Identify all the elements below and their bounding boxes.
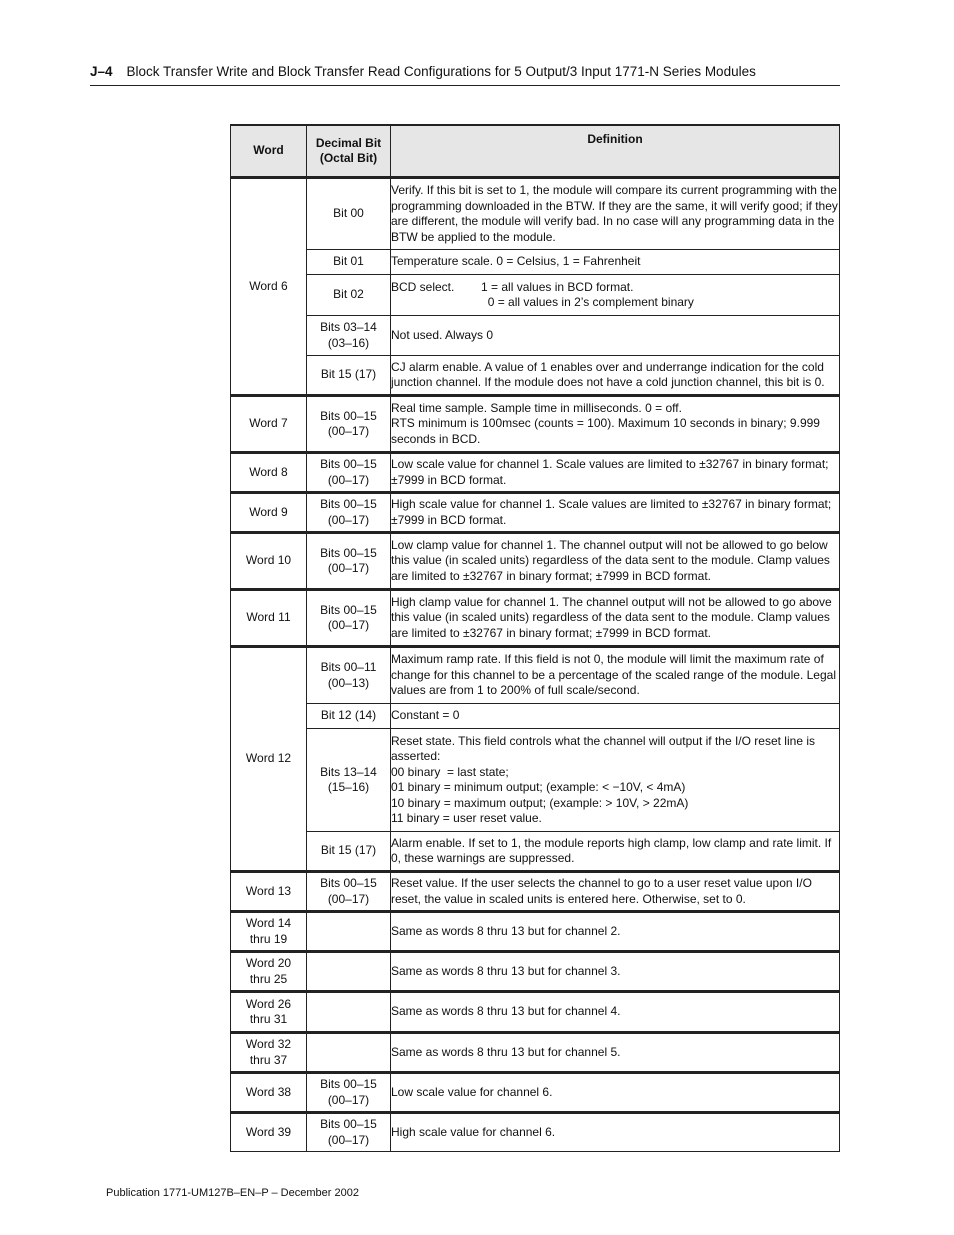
page-number: J–4 <box>90 64 113 79</box>
definition-cell <box>391 912 840 952</box>
bit-cell: Bit 00 <box>307 178 391 250</box>
column-header-bit: Decimal Bit (Octal Bit) <box>307 125 391 178</box>
bit-cell: Bits 00–11 (00–13) <box>307 647 391 704</box>
table-row <box>231 453 840 493</box>
word-cell: Word 14 thru 19 <box>231 912 307 952</box>
page-title: Block Transfer Write and Block Transfer Read Configurations for 5 Output/3 Input 1771-N Series Modules <box>126 64 756 79</box>
column-header-word: Word <box>231 125 307 178</box>
definition-cell <box>391 356 840 396</box>
definition-cell <box>391 178 840 250</box>
table-row <box>231 704 840 729</box>
definition-text: CJ alarm enable. A value of 1 enables over and underrange indication for the cold junction channel. If the module does not have a cold junction channel, this bit is 0. <box>391 359 828 389</box>
table-row <box>231 992 840 1033</box>
definition-cell <box>391 453 840 493</box>
definition-cell <box>391 872 840 912</box>
bit-cell <box>307 912 391 952</box>
table-row <box>231 952 840 992</box>
word-cell: Word 10 <box>231 533 307 590</box>
definition-text: High clamp value for channel 1. The channel output will not be allowed to go above this value (in scaled units) regardless of the data sent to the module. Clamp values are limited to ±32767 in binary format; ±7999 in BCD format. <box>391 594 836 640</box>
definition-text: Same as words 8 thru 13 but for channel 3. <box>391 963 621 978</box>
bit-cell: Bits 00–15 (00–17) <box>307 1073 391 1113</box>
bit-cell: Bits 00–15 (00–17) <box>307 453 391 493</box>
definition-text: Maximum ramp rate. If this field is not 0, the module will limit the maximum rate of change for this channel to be a percentage of the scaled range of the module. Legal values are from 1 to 200% of full scale/second. <box>391 652 840 698</box>
table-header-row <box>231 125 840 178</box>
definition-cell <box>391 316 840 356</box>
bit-cell: Bits 00–15 (00–17) <box>307 590 391 647</box>
bit-cell: Bits 00–15 (00–17) <box>307 493 391 533</box>
definition-text: Real time sample. Sample time in milliseconds. 0 = off. RTS minimum is 100msec (counts = 100). Maximum 10 seconds in binary; 9.999 seconds in BCD. <box>391 400 820 446</box>
table-row <box>231 729 840 832</box>
table-row <box>231 356 840 396</box>
word-cell: Word 7 <box>231 396 307 453</box>
word-cell: Word 39 <box>231 1113 307 1152</box>
table-row <box>231 533 840 590</box>
definition-cell <box>391 250 840 275</box>
definition-cell <box>391 590 840 647</box>
definition-cell <box>391 396 840 453</box>
definition-cell <box>391 832 840 872</box>
definition-cell <box>391 1113 840 1152</box>
bit-cell <box>307 1033 391 1073</box>
definition-cell <box>391 729 840 832</box>
bit-cell: Bit 15 (17) <box>307 832 391 872</box>
definition-cell <box>391 493 840 533</box>
definition-text: Same as words 8 thru 13 but for channel 2. <box>391 923 621 938</box>
word-cell: Word 20 thru 25 <box>231 952 307 992</box>
word-cell: Word 38 <box>231 1073 307 1113</box>
definition-text: High scale value for channel 6. <box>391 1124 556 1139</box>
table-row <box>231 872 840 912</box>
table-row <box>231 178 840 250</box>
definition-cell <box>391 533 840 590</box>
configuration-table <box>230 124 840 1152</box>
table-row <box>231 250 840 275</box>
definition-text: Reset state. This field controls what the channel will output if the I/O reset line is asserted: 00 binary = last state; 01 binary = minimum output; (example: < −10V, < 4mA) 10 binary = maximum output; (example: > 10V, > 22mA) 11 binary = user reset value. <box>391 733 815 825</box>
table-row <box>231 493 840 533</box>
definition-text: Low scale value for channel 1. Scale values are limited to ±32767 in binary format; ±7999 in BCD format. <box>391 457 832 487</box>
definition-text: Not used. Always 0 <box>391 327 494 342</box>
header-rule <box>90 85 840 86</box>
bit-cell: Bits 03–14 (03–16) <box>307 316 391 356</box>
bit-cell: Bit 01 <box>307 250 391 275</box>
definition-text: Low scale value for channel 6. <box>391 1084 553 1099</box>
table-row <box>231 832 840 872</box>
word-cell: Word 32 thru 37 <box>231 1033 307 1073</box>
bit-cell <box>307 992 391 1033</box>
definition-cell <box>391 704 840 729</box>
table-body <box>231 178 840 1152</box>
bit-cell: Bit 15 (17) <box>307 356 391 396</box>
definition-text: Low clamp value for channel 1. The channel output will not be allowed to go below this value (in scaled units) regardless of the data sent to the module. Clamp values are limited to ±32767 in binary format; ±7999 in BCD format. <box>391 537 834 583</box>
bit-cell: Bits 00–15 (00–17) <box>307 396 391 453</box>
bit-cell: Bits 00–15 (00–17) <box>307 533 391 590</box>
table-row <box>231 647 840 704</box>
bit-cell <box>307 952 391 992</box>
definition-text: High scale value for channel 1. Scale values are limited to ±32767 in binary format; ±7999 in BCD format. <box>391 497 835 527</box>
definition-text: Same as words 8 thru 13 but for channel 4. <box>391 1004 621 1019</box>
word-cell: Word 9 <box>231 493 307 533</box>
table-row <box>231 1033 840 1073</box>
definition-cell <box>391 992 840 1033</box>
column-header-definition: Definition <box>391 125 840 178</box>
word-cell: Word 6 <box>231 178 307 396</box>
word-cell: Word 13 <box>231 872 307 912</box>
bit-cell: Bit 12 (14) <box>307 704 391 729</box>
definition-text: Constant = 0 <box>391 708 460 723</box>
table-row <box>231 912 840 952</box>
definition-cell <box>391 952 840 992</box>
definition-text: Reset value. If the user selects the channel to go to a user reset value upon I/O reset, the value in scaled units is entered here. Otherwise, set to 0. <box>391 876 816 906</box>
definition-cell <box>391 1033 840 1073</box>
bit-cell: Bit 02 <box>307 275 391 316</box>
bit-cell: Bits 00–15 (00–17) <box>307 872 391 912</box>
word-cell: Word 8 <box>231 453 307 493</box>
table-row <box>231 316 840 356</box>
table-row <box>231 396 840 453</box>
definition-cell <box>391 275 840 316</box>
definition-text: BCD select. 1 = all values in BCD format. 0 = all values in 2’s complement binary <box>391 279 694 309</box>
definition-text: Verify. If this bit is set to 1, the module will compare its current programming with the programming downloaded in the BTW. If they are the same, it will verify good; if they are different, the module will verify bad. In no case will any programming data in the BTW be applied to the module. <box>391 183 842 244</box>
bit-cell: Bits 13–14 (15–16) <box>307 729 391 832</box>
table-row <box>231 1073 840 1113</box>
word-cell: Word 12 <box>231 647 307 872</box>
definition-text: Alarm enable. If set to 1, the module reports high clamp, low clamp and rate limit. If 0, these warnings are suppressed. <box>391 835 835 865</box>
definition-cell <box>391 1073 840 1113</box>
definition-cell <box>391 647 840 704</box>
publication-footer: Publication 1771-UM127B–EN–P – December 2002 <box>106 1187 359 1199</box>
table-row <box>231 1113 840 1152</box>
definition-text: Temperature scale. 0 = Celsius, 1 = Fahrenheit <box>391 254 641 269</box>
table-row <box>231 275 840 316</box>
word-cell: Word 26 thru 31 <box>231 992 307 1033</box>
table-row <box>231 590 840 647</box>
word-cell: Word 11 <box>231 590 307 647</box>
page-header <box>90 64 840 79</box>
bit-cell: Bits 00–15 (00–17) <box>307 1113 391 1152</box>
definition-text: Same as words 8 thru 13 but for channel 5. <box>391 1044 621 1059</box>
